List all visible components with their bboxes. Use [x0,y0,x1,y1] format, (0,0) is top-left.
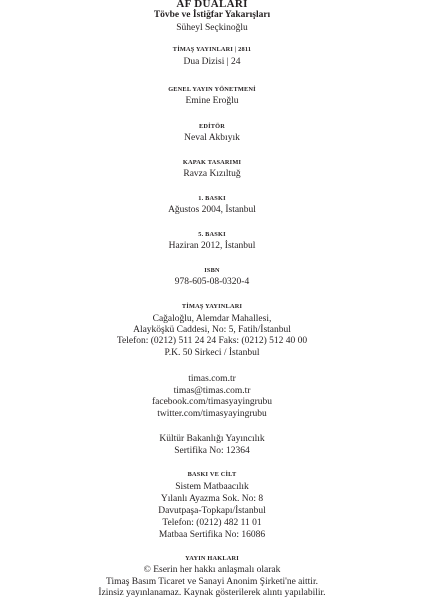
series-value: Dua Dizisi | 24 [183,57,241,67]
cover-design-heading: KAPAK TASARIMI [182,159,242,166]
editor-name: Neval Akbıyık [184,133,240,143]
publisher-address-line: Alayköşkü Caddesi, No: 5, Fatih/İstanbul [133,325,291,335]
printer-certificate: Matbaa Sertifika No: 16086 [158,530,266,540]
ministry-line: Kültür Bakanlığı Yayıncılık [159,434,265,444]
printer-name: Sistem Matbaacılık [175,482,249,492]
first-print-heading: 1. BASKI [198,195,226,202]
publisher-address-line: Cağaloğlu, Alemdar Mahallesi, [152,314,272,324]
printing-heading: BASKI VE CİLT [187,471,237,478]
printer-address-line: Yılanlı Ayazma Sok. No: 8 [160,494,264,504]
general-director-heading: GENEL YAYIN YÖNETMENİ [168,86,256,93]
rights-line: Timaş Basım Ticaret ve Sanayi Anonim Şirketi'ne aittir. [106,577,318,587]
publisher-facebook: facebook.com/timasyayingrubu [151,397,273,407]
isbn-value: 978-605-08-0320-4 [174,277,250,287]
book-title: AF DUALARI [176,0,248,10]
cover-design-name: Ravza Kızıltuğ [183,169,241,179]
publisher-email: timas@timas.com.tr [173,386,251,396]
editor-heading: EDİTÖR [198,123,226,130]
publisher-heading: TİMAŞ YAYINLARI [181,303,243,310]
general-director-name: Emine Eroğlu [185,96,239,106]
isbn-heading: ISBN [204,267,220,274]
series-heading: TİMAŞ YAYINLARI | 2811 [172,46,252,53]
publisher-po-box-line: P.K. 50 Sirkeci / İstanbul [164,348,260,358]
publisher-twitter: twitter.com/timasyayingrubu [157,409,267,419]
rights-line: İzinsiz yayınlanamaz. Kaynak gösterilerek alıntı yapılabilir. [98,588,326,598]
ministry-certificate: Sertifika No: 12364 [174,446,250,456]
printer-phone: Telefon: (0212) 482 11 01 [162,518,262,528]
fifth-print-value: Haziran 2012, İstanbul [168,241,256,251]
rights-line: © Eserin her hakkı anlaşmalı olarak [143,565,281,575]
rights-heading: YAYIN HAKLARI [185,555,239,562]
fifth-print-heading: 5. BASKI [198,231,226,238]
printer-address-line: Davutpaşa-Topkapı/İstanbul [158,506,266,516]
book-subtitle: Tövbe ve İstiğfar Yakarışları [153,10,271,20]
book-author: Süheyl Seçkinoğlu [176,23,248,33]
first-print-value: Ağustos 2004, İstanbul [168,205,256,215]
publisher-phone-line: Telefon: (0212) 511 24 24 Faks: (0212) 512 40 00 [116,336,308,346]
publisher-website: timas.com.tr [188,374,236,384]
